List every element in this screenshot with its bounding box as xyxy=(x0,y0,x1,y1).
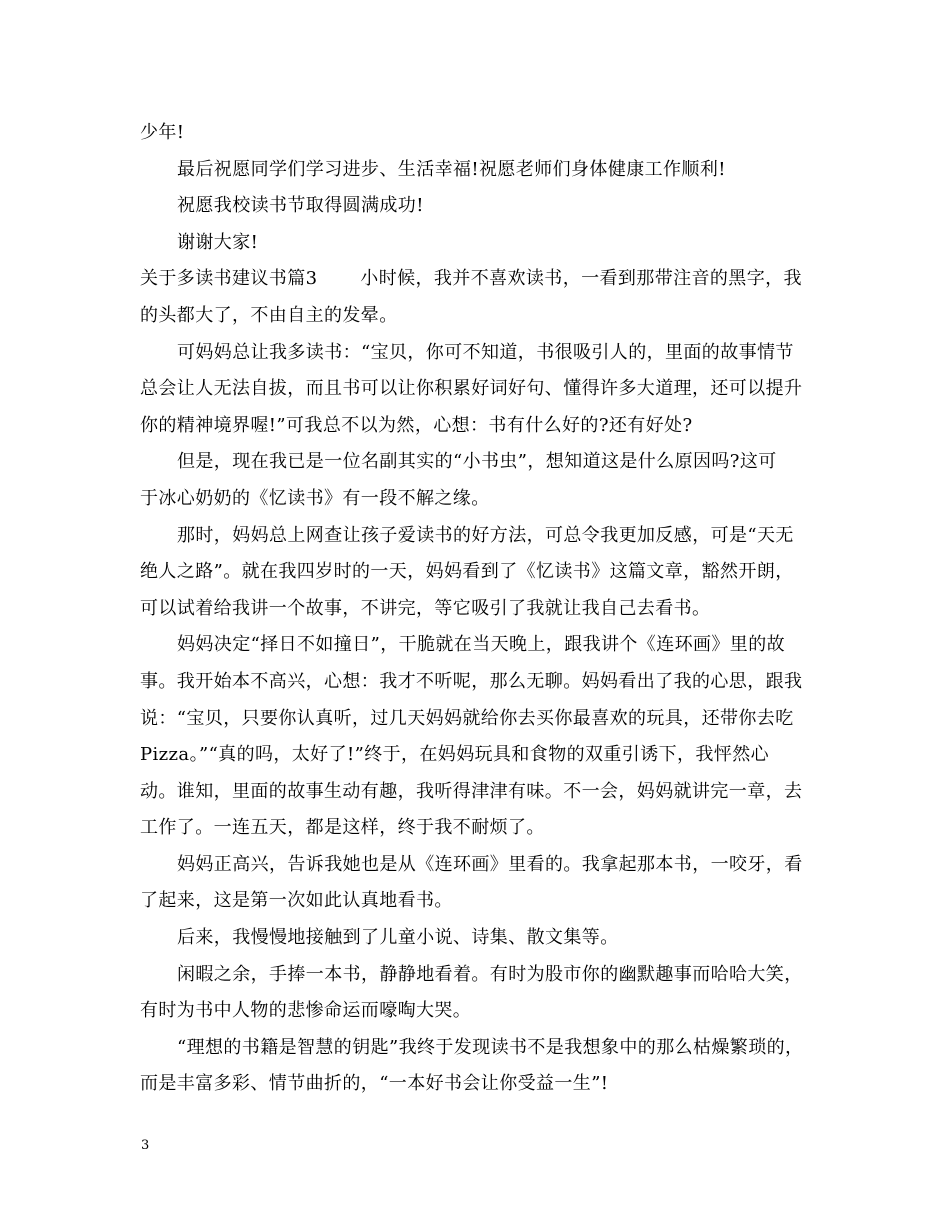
text-line: Pizza。”“真的吗，太好了!”终于，在妈妈玩具和食物的双重引诱下，我怦然心 xyxy=(140,744,770,766)
text-line: 可以试着给我讲一个故事，不讲完，等它吸引了我就让我自己去看书。 xyxy=(140,597,711,619)
text-line: 后来，我慢慢地接触到了儿童小说、诗集、散文集等。 xyxy=(177,927,619,949)
section-heading-line: 关于多读书建议书篇3 小时候，我并不喜欢读书，一看到那带注音的黑字，我 xyxy=(140,268,802,290)
text-line: 可妈妈总让我多读书：“宝贝，你可不知道，书很吸引人的，里面的故事情节 xyxy=(177,341,794,363)
text-line: 少年! xyxy=(140,122,185,143)
text-line: 总会让人无法自拔，而且书可以让你积累好词好句、懂得许多大道理，还可以提升 xyxy=(140,378,803,400)
text-line: 谢谢大家! xyxy=(177,231,259,253)
document-body xyxy=(140,115,820,1103)
text-line: 而是丰富多彩、情节曲折的，“一本好书会让你受益一生”! xyxy=(140,1073,609,1095)
text-line: 的头都大了，不由自主的发晕。 xyxy=(140,304,398,326)
page-number: 3 xyxy=(141,1138,150,1153)
text-line: 但是，现在我已是一位名副其实的“小书虫”，想知道这是什么原因吗?这可 xyxy=(177,451,777,473)
text-line: 闲暇之余，手捧一本书，静静地看着。有时为股市你的幽默趣事而哈哈大笑， xyxy=(177,963,803,985)
text-line: 你的精神境界喔!”可我总不以为然，心想：书有什么好的?还有好处? xyxy=(140,414,693,436)
text-line: 妈妈正高兴，告诉我她也是从《连环画》里看的。我拿起那本书，一咬牙，看 xyxy=(177,853,803,875)
text-line: 最后祝愿同学们学习进步、生活幸福!祝愿老师们身体健康工作顺利! xyxy=(177,158,726,180)
text-line: 妈妈决定“择日不如撞日”，干脆就在当天晚上，跟我讲个《连环画》里的故 xyxy=(177,634,786,656)
text-line: 祝愿我校读书节取得圆满成功! xyxy=(177,195,424,217)
text-line: 于冰心奶奶的《忆读书》有一段不解之缘。 xyxy=(140,487,490,509)
text-line: “理想的书籍是智慧的钥匙”我终于发现读书不是我想象中的那么枯燥繁琐的， xyxy=(177,1036,804,1058)
text-line: 动。谁知，里面的故事生动有趣，我听得津津有味。不一会，妈妈就讲完一章，去 xyxy=(140,780,803,802)
text-line: 有时为书中人物的悲惨命运而嚎啕大哭。 xyxy=(140,1000,472,1022)
text-line: 工作了。一连五天，都是这样，终于我不耐烦了。 xyxy=(140,817,545,839)
text-line: 那时，妈妈总上网查让孩子爱读书的好方法，可总令我更加反感，可是“天无 xyxy=(177,524,794,546)
text-line: 说：“宝贝，只要你认真听，过几天妈妈就给你去买你最喜欢的玩具，还带你去吃 xyxy=(140,707,794,729)
text-line: 绝人之路”。就在我四岁时的一天，妈妈看到了《忆读书》这篇文章，豁然开朗， xyxy=(140,561,794,583)
text-line: 了起来，这是第一次如此认真地看书。 xyxy=(140,890,453,912)
text-line: 事。我开始本不高兴，心想：我才不听呢，那么无聊。妈妈看出了我的心思，跟我 xyxy=(140,670,803,692)
